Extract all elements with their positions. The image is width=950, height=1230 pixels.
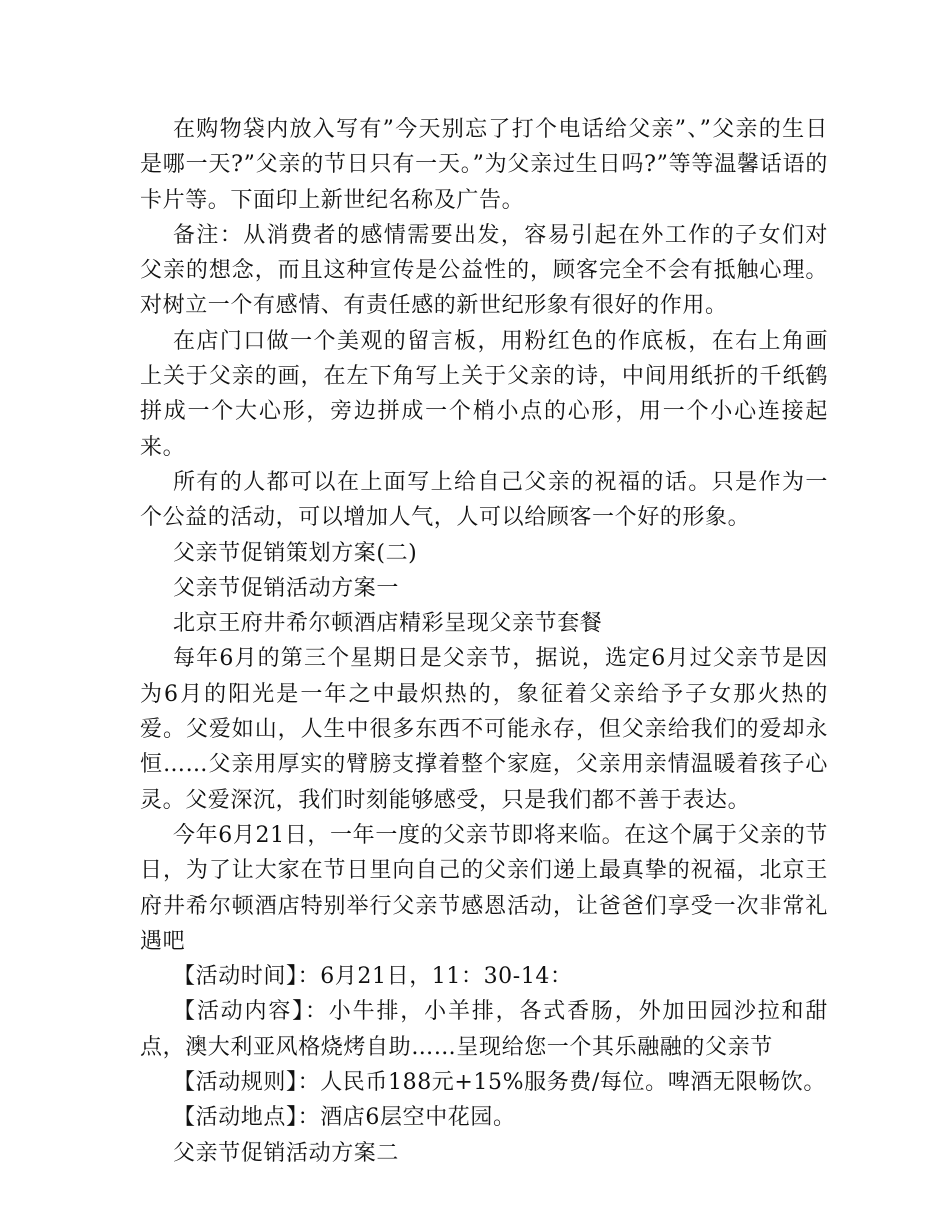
paragraph-note: 备注：从消费者的感情需要出发，容易引起在外工作的子女们对父亲的想念，而且这种宣传是公益性的，顾客完全不会有抵触心理。对树立一个有感情、有责任感的新世纪形象有很好的作用。 [140, 222, 828, 319]
activity-time: 【活动时间】：6月21日，11：30-14： [173, 964, 573, 990]
subheading-hilton-package: 北京王府井希尔顿酒店精彩呈现父亲节套餐 [173, 611, 603, 637]
activity-content: 【活动内容】：小牛排，小羊排，各式香肠，外加田园沙拉和甜点，澳大利亚风格烧烤自助……呈现给您一个其乐融融的父亲节 [140, 999, 828, 1060]
activity-location: 【活动地点】：酒店6层空中花园。 [173, 1105, 516, 1131]
paragraph-message-board: 在店门口做一个美观的留言板，用粉红色的作底板，在右上角画上关于父亲的画，在左下角写上关于父亲的诗，中间用纸折的千纸鹤拼成一个大心形，旁边拼成一个梢小点的心形，用一个小心连接起来。 [140, 328, 828, 460]
paragraph-event-announcement: 今年6月21日，一年一度的父亲节即将来临。在这个属于父亲的节日，为了让大家在节日里向自己的父亲们递上最真挚的祝福，北京王府井希尔顿酒店特别举行父亲节感恩活动，让爸爸们享受一次非常礼遇吧 [140, 822, 828, 954]
paragraph-blessings: 所有的人都可以在上面写上给自己父亲的祝福的话。只是作为一个公益的活动，可以增加人气，人可以给顾客一个好的形象。 [140, 469, 828, 531]
paragraph-shopping-bag-card: 在购物袋内放入写有”今天别忘了打个电话给父亲”、”父亲的生日是哪一天?”父亲的节日只有一天。”为父亲过生日吗?”等等温馨话语的卡片等。下面印上新世纪名称及广告。 [140, 117, 828, 213]
subheading-activity-plan-one: 父亲节促销活动方案一 [173, 575, 400, 601]
activity-rules: 【活动规则】：人民币188元+15%服务费/每位。啤酒无限畅饮。 [173, 1070, 826, 1096]
document-page [140, 112, 828, 1171]
subheading-activity-plan-two: 父亲节促销活动方案二 [173, 1140, 400, 1166]
paragraph-fathers-day-intro: 每年6月的第三个星期日是父亲节，据说，选定6月过父亲节是因为6月的阳光是一年之中最炽热的，象征着父亲给予子女那火热的爱。父爱如山，人生中很多东西不可能永存，但父亲给我们的爱却永恒……父亲用厚实的臂膀支撑着整个家庭，父亲用亲情温暖着孩子心灵。父爱深沉，我们时刻能够感受，只是我们都不善于表达。 [140, 646, 828, 813]
section-heading-plan-two: 父亲节促销策划方案(二) [173, 540, 418, 566]
